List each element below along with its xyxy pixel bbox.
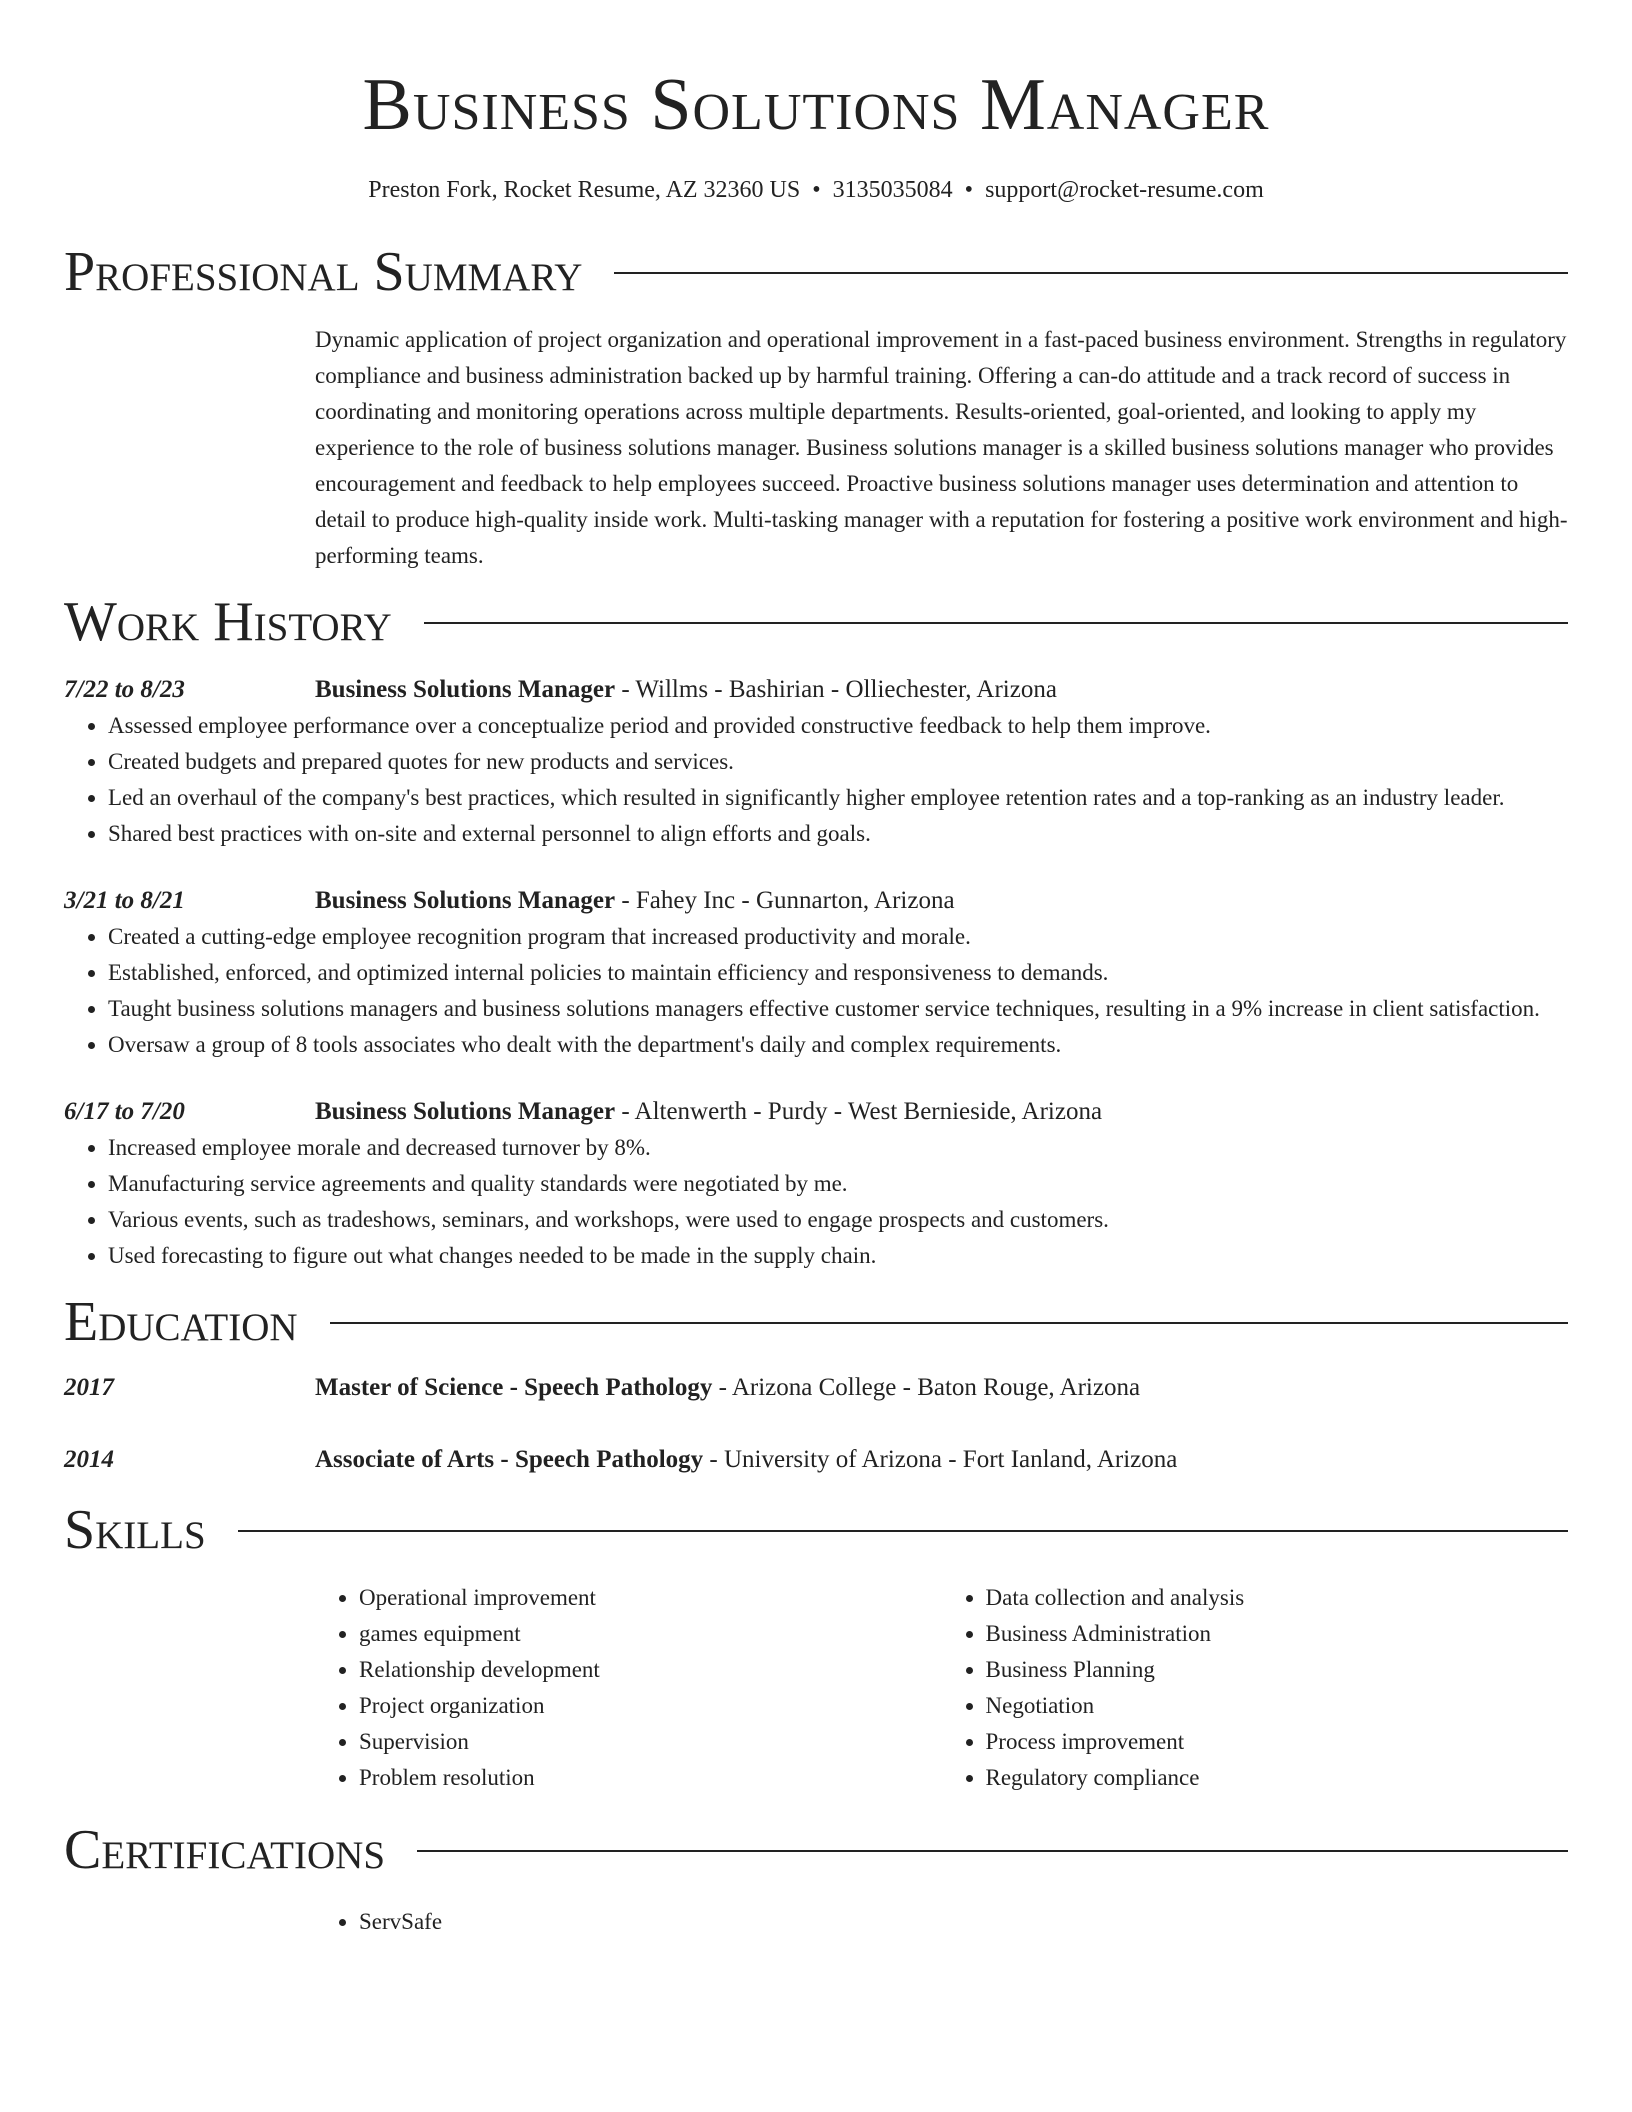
job-title-line: [315, 672, 1568, 708]
skills-column-right: [942, 1580, 1569, 1796]
skills-list: [315, 1580, 1568, 1796]
job-dates: 7/22 to 8/23: [64, 676, 185, 703]
education-school: - Arizona College - Baton Rouge, Arizona: [712, 1374, 1141, 1401]
job-company: - Willms - Bashirian - Olliechester, Arizona: [615, 676, 1057, 703]
education-entry: [64, 1370, 1568, 1406]
section-divider: [330, 1322, 1568, 1324]
job-bullet: • Created a cutting-edge employee recognition program that increased productivity and morale.: [108, 919, 1568, 955]
education-degree: Master of Science - Speech Pathology: [315, 1374, 713, 1401]
job-company: - Altenwerth - Purdy - West Bernieside, Arizona: [615, 1098, 1103, 1125]
job-bullet: • Established, enforced, and optimized internal policies to maintain efficiency and responsiveness to demands.: [108, 955, 1568, 991]
skill-item: • Process improvement: [986, 1724, 1569, 1760]
summary-section-header: [64, 240, 1568, 304]
section-divider: [614, 272, 1568, 274]
resume-name: Business Solutions Manager: [362, 64, 1270, 146]
section-divider: [417, 1850, 1568, 1852]
education-line: [315, 1370, 1568, 1406]
job-entry: [64, 883, 1568, 1063]
job-bullet: • Taught business solutions managers and business solutions managers effective customer service techniques, resulting in a 9% increase in client satisfaction.: [108, 991, 1568, 1027]
job-bullet: • Shared best practices with on-site and external personnel to align efforts and goals.: [108, 816, 1568, 852]
work-section-header: [64, 590, 1568, 654]
job-company: - Fahey Inc - Gunnarton, Arizona: [615, 887, 955, 914]
contact-email: support@rocket-resume.com: [985, 177, 1264, 203]
skill-item: • Supervision: [359, 1724, 942, 1760]
job-bullet: • Manufacturing service agreements and quality standards were negotiated by me.: [108, 1166, 1568, 1202]
skill-item: • Business Planning: [986, 1652, 1569, 1688]
job-bullet: • Various events, such as tradeshows, seminars, and workshops, were used to engage prospects and customers.: [108, 1202, 1568, 1238]
contact-separator: •: [964, 177, 974, 203]
skills-section-header: [64, 1498, 1568, 1562]
job-bullet: • Assessed employee performance over a conceptualize period and provided constructive feedback to help them improve.: [108, 708, 1568, 744]
certifications-section-header: [64, 1818, 1568, 1882]
job-bullet: • Led an overhaul of the company's best practices, which resulted in significantly higher employee retention rates and a top-ranking as an industry leader.: [108, 780, 1568, 816]
resume-page: [64, 0, 1568, 1940]
skill-item: • Regulatory compliance: [986, 1760, 1569, 1796]
job-bullet: • Used forecasting to figure out what changes needed to be made in the supply chain.: [108, 1238, 1568, 1274]
skill-item: • Problem resolution: [359, 1760, 942, 1796]
skill-item: • games equipment: [359, 1616, 942, 1652]
job-title-line: [315, 1094, 1568, 1130]
skill-item: • Business Administration: [986, 1616, 1569, 1652]
job-bullets: [64, 708, 1568, 852]
skills-heading: Skills: [64, 1499, 206, 1561]
job-bullet: • Created budgets and prepared quotes for new products and services.: [108, 744, 1568, 780]
education-section-header: [64, 1290, 1568, 1354]
job-title: Business Solutions Manager: [315, 676, 616, 703]
skill-item: • Operational improvement: [359, 1580, 942, 1616]
job-bullet: • Increased employee morale and decreased turnover by 8%.: [108, 1130, 1568, 1166]
section-divider: [424, 622, 1568, 624]
education-year: 2017: [64, 1374, 114, 1401]
contact-line: [64, 174, 1568, 206]
job-entry: [64, 1094, 1568, 1274]
education-heading: Education: [64, 1291, 298, 1353]
skill-item: • Project organization: [359, 1688, 942, 1724]
job-title-line: [315, 883, 1568, 919]
job-title: Business Solutions Manager: [315, 887, 616, 914]
certifications-list: [315, 1904, 1568, 1940]
education-line: [315, 1442, 1568, 1478]
summary-text: Dynamic application of project organization and operational improvement in a fast-paced business environment. Strengths in regulatory compliance and business administration backed up by harmful training. Offering a can-do attitude and a track record of success in coordinating and monitoring operations across multiple departments. Results-oriented, goal-oriented, and looking to apply my experience to the role of business solutions manager. Business solutions manager is a skilled business solutions manager who provides encouragement and feedback to help employees succeed. Proactive business solutions manager uses determination and attention to detail to produce high-quality inside work. Multi-tasking manager with a reputation for fostering a positive work environment and high-performing teams.: [315, 327, 1568, 568]
skill-item: • Data collection and analysis: [986, 1580, 1569, 1616]
job-entry: [64, 672, 1568, 852]
skills-column-left: [315, 1580, 942, 1796]
education-entry: [64, 1442, 1568, 1478]
contact-address: Preston Fork, Rocket Resume, AZ 32360 US: [368, 177, 801, 203]
education-degree: Associate of Arts - Speech Pathology: [315, 1446, 704, 1473]
section-divider: [238, 1530, 1568, 1532]
contact-phone: 3135035084: [832, 177, 953, 203]
job-bullets: [64, 919, 1568, 1063]
education-school: - University of Arizona - Fort Ianland, Arizona: [703, 1446, 1178, 1473]
certification-item: • ServSafe: [359, 1904, 1568, 1940]
skill-item: • Negotiation: [986, 1688, 1569, 1724]
job-dates: 3/21 to 8/21: [64, 887, 185, 914]
contact-separator: •: [812, 177, 821, 203]
certifications-heading: Certifications: [64, 1819, 386, 1881]
skill-item: • Relationship development: [359, 1652, 942, 1688]
summary-heading: Professional Summary: [64, 241, 583, 303]
job-bullets: [64, 1130, 1568, 1274]
job-bullet: • Oversaw a group of 8 tools associates who dealt with the department's daily and complex requirements.: [108, 1027, 1568, 1063]
job-dates: 6/17 to 7/20: [64, 1098, 185, 1125]
education-year: 2014: [64, 1446, 114, 1473]
work-heading: Work History: [64, 591, 392, 653]
job-title: Business Solutions Manager: [315, 1098, 616, 1125]
